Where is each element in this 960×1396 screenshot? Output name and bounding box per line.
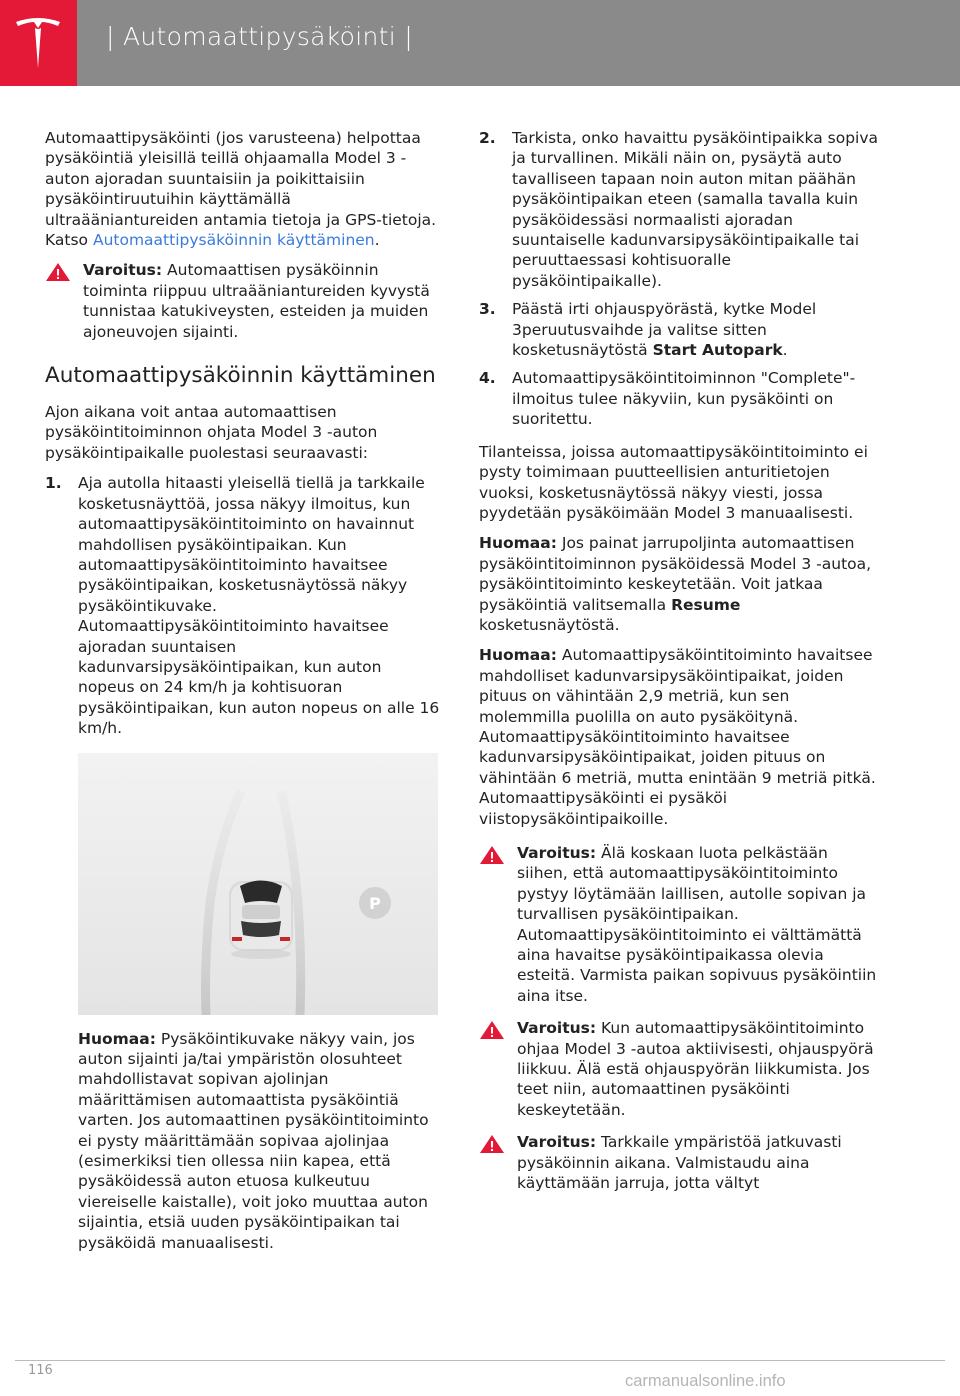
warning-box: Varoitus: Tarkkaile ympäristöä jatkuvasti pysäköinnin aikana. Valmistaudu aina käyttämään jarruja, jotta vältyt bbox=[479, 1132, 879, 1193]
note-paragraph: Huomaa: Pysäköintikuvake näkyy vain, jos auton sijainti ja/tai ympäristön olosuhteet mahdollistavat sopivan ajolinjan määrittämisen automaattista pysäköintiä varten. Jos automaattinen pysäköintitoiminto ei pysty määrittämään sopivaa ajolinjaa (esimerkiksi tien ollessa niin kapea, että pysäköidessä auton etuosa kulkeutuu viereiselle kaistalle), voit joko muuttaa auton sijaintia, etsiä uuden pysäköintipaikan tai pysäköidä manuaalisesti. bbox=[78, 1029, 429, 1252]
brand-logo bbox=[0, 0, 77, 86]
note-brake: Huomaa: Jos painat jarrupoljinta automaattisen pysäköintitoiminnon pysäköidessä Model 3 -autoa, pysäköintitoiminto keskeytetään. Voit jatkaa pysäköintiä valitsemalla Resume kosketusnäytöstä. bbox=[479, 534, 872, 634]
warning-box: Varoitus: Automaattisen pysäköinnin toiminta riippuu ultraääniantureiden kyvystä tunnistaa katukiveysten, esteiden ja muiden ajoneuvojen sijainti. bbox=[45, 260, 440, 342]
step-3: 3. Päästä irti ohjauspyörästä, kytke Model 3peruutusvaihde ja valitse sitten kosketusnäytöstä Start Autopark. bbox=[479, 300, 817, 360]
autopark-figure bbox=[78, 753, 438, 1015]
tesla-logo-icon bbox=[14, 16, 62, 70]
watermark: carmanualsonline.info bbox=[625, 1372, 786, 1390]
step-4: 4. Automaattipysäköintitoiminnon "Complete"-ilmoitus tulee näkyviin, kun pysäköinti on suoritettu. bbox=[479, 369, 856, 429]
page-number: 116 bbox=[28, 1363, 53, 1378]
warning-icon bbox=[479, 1020, 505, 1040]
step-2: 2. Tarkista, onko havaittu pysäköintipaikka sopiva ja turvallinen. Mikäli näin on, pysäytä auto tavalliseen tapaan noin auton mitan päähän pysäköintipaikan eteen (samalla tavalla kuin pysäköidessäsi normaalisti ajoradan suuntaiselle kadunvarsipysäköintipaikalle tai peruuttaessasi kohtisuoralle pysäköintipaikalle). bbox=[479, 129, 879, 290]
warning-icon bbox=[479, 845, 505, 865]
left-column bbox=[45, 128, 440, 1263]
road-illustration bbox=[78, 753, 438, 1015]
page-header bbox=[0, 0, 960, 86]
section-heading: Automaattipysäköinnin käyttäminen bbox=[45, 363, 436, 389]
note-detection: Huomaa: Automaattipysäköintitoiminto havaitsee mahdolliset kadunvarsipysäköintipaikat, joiden pituus on vähintään 2,9 metriä, kun sen molemmilla puolilla on auto pysäköitynä. Automaattipysäköintitoiminto havaitsee kadunvarsipysäköintipaikat, joiden pituus on vähintään 6 metriä, mutta enintään 9 metriä pitkä. Automaattipysäköinti ei pysäköi viistopysäköintipaikoille. bbox=[479, 646, 876, 828]
car-icon bbox=[229, 880, 293, 959]
warning-box: Varoitus: Kun automaattipysäköintitoiminto ohjaa Model 3 -autoa aktiivisesti, ohjauspyörä liikkuu. Älä estä ohjauspyörän liikkumista. Jos teet niin, automaattinen pysäköinti keskeytetään. bbox=[479, 1018, 879, 1120]
warning-box: Varoitus: Älä koskaan luota pelkästään siihen, että automaattipysäköintitoiminto pystyy löytämään laillisen, autolle sopivan ja turvallisen pysäköintipaikan. Automaattipysäköintitoiminto ei välttämättä aina havaitse pysäköintipaikassa olevia esteitä. Varmista paikan sopivuus pysäköintiin aina itse. bbox=[479, 843, 879, 1006]
right-column bbox=[479, 128, 879, 1206]
section-paragraph: Ajon aikana voit antaa automaattisen pysäköintitoiminnon ohjata Model 3 -auton pysäköintipaikalle puolestasi seuraavasti: bbox=[45, 403, 378, 462]
step-1: 1. Aja autolla hitaasti yleisellä tiellä ja tarkkaile kosketusnäyttöä, jossa näkyy ilmoitus, kun automaattipysäköintitoiminto on havainnut mahdollisen pysäköintipaikan. Kun automaattipysäköintitoiminto havaitsee pysäköintipaikan, kosketusnäytössä näkyy pysäköintikuvake. Automaattipysäköintitoiminto havaitsee ajoradan suuntaisen kadunvarsipysäköintipaikan, kun auton nopeus on 24 km/h ja kohtisuoran pysäköintipaikan, kun auton nopeus on alle 16 km/h. P Huomaa: Pysäköintikuvake näkyy vain, jos auton sijainti ja/tai ympäristön olosuhteet mahdollistavat sopivan ajolinjan määrittämisen automaattista pysäköintiä varten. Jos automaattinen pysäköintitoiminto ei pysty määrittämään sopivaa ajolinjaa (esimerkiksi tien ollessa niin kapea, että pysäköidessä auton etuosa kulkeutuu viereiselle kaistalle), voit joko muuttaa auton sijaintia, etsiä uuden pysäköintipaikan tai pysäköidä manuaalisesti. bbox=[45, 474, 440, 1252]
warning-icon bbox=[45, 262, 71, 282]
intro-paragraph: Automaattipysäköinti (jos varusteena) helpottaa pysäköintiä yleisillä teillä ohjaamalla Model 3 -auton ajoradan suuntaisiin ja poikittaisiin pysäköintiruutuihin käyttämällä ultraääniantureiden antamia tietoja ja GPS-tietoja. Katso Automaattipysäköinnin käyttäminen. bbox=[45, 129, 437, 250]
parking-label: P bbox=[369, 893, 381, 913]
footer-divider bbox=[15, 1360, 945, 1361]
warning-icon bbox=[479, 1134, 505, 1154]
intro-link[interactable]: Automaattipysäköinnin käyttäminen bbox=[92, 231, 375, 250]
manual-parking-paragraph: Tilanteissa, joissa automaattipysäköintitoiminto ei pysty toimimaan puutteellisien anturitietojen vuoksi, kosketusnäytössä näkyy viesti, jossa pyydetään pysäköimään Model 3 manuaalisesti. bbox=[479, 442, 868, 522]
page-title: | Automaattipysäköinti | bbox=[106, 22, 413, 51]
